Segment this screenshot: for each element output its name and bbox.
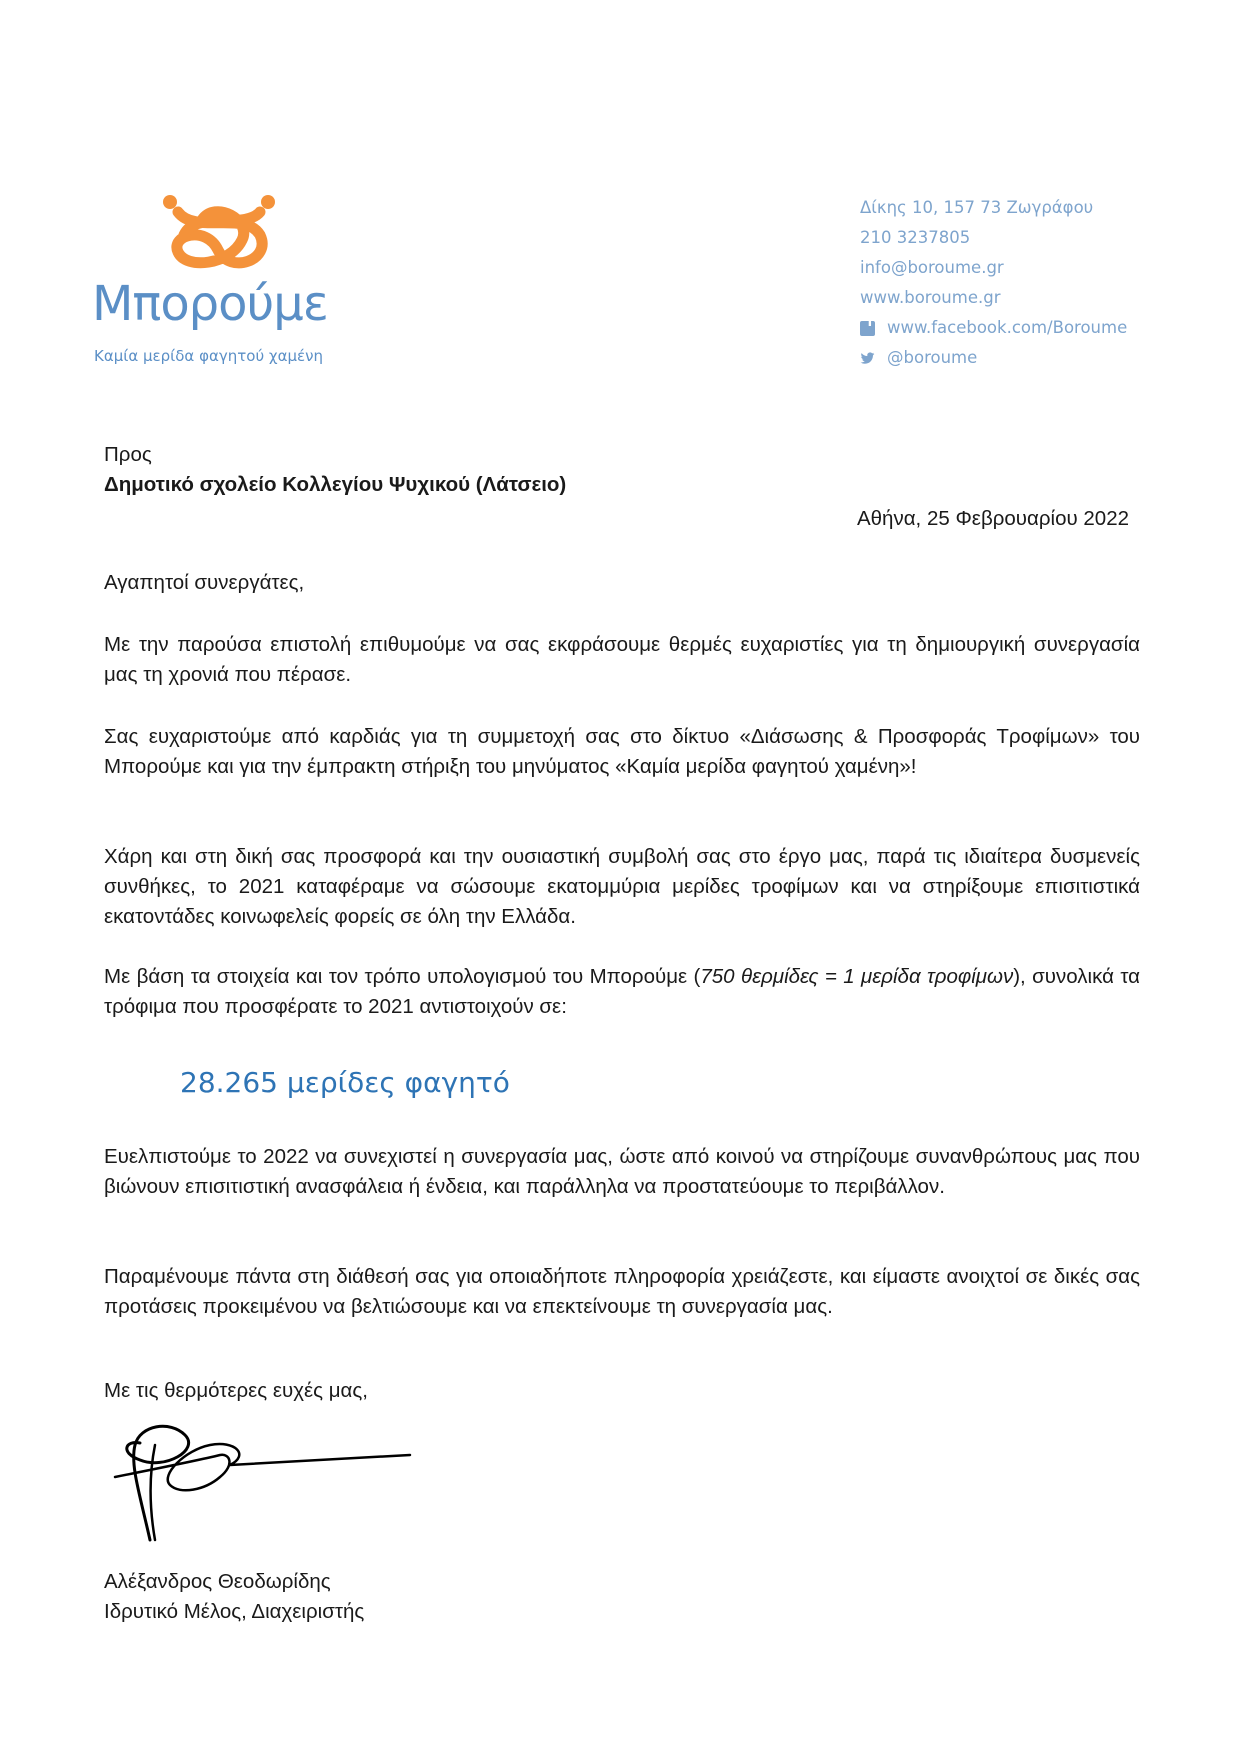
paragraph-4-text-end: ), συνολικά τα τρόφιμα που προσφέρατε το 2021 αντιστοιχούν σε:	[104, 965, 1140, 1018]
paragraph-1: Με την παρούσα επιστολή επιθυμούμε να σας εκφράσουμε θερμές ευχαριστίες για τη δημιουργική συνεργασία μας τη χρονιά που πέρασε.	[104, 633, 1140, 686]
paragraph-4	[104, 962, 1140, 1022]
facebook-icon	[860, 321, 875, 336]
closing: Με τις θερμότερες ευχές μας,	[104, 1379, 368, 1402]
contact-email[interactable]: info@boroume.gr	[860, 258, 1004, 277]
contact-facebook[interactable]	[860, 313, 1127, 343]
contact-block	[860, 193, 1127, 373]
paragraph-4-text-start: Με βάση τα στοιχεία και τον τρόπο υπολογισμού του Μπορούμε (	[104, 965, 701, 988]
paragraph-6: Παραμένουμε πάντα στη διάθεσή σας για οποιαδήποτε πληροφορία χρειάζεστε, και είμαστε ανοιχτοί σε δικές σας προτάσεις προκειμένου να βελτιώσουμε και να επεκτείνουμε τη συνεργασία μας.	[104, 1265, 1140, 1318]
signer-title: Ιδρυτικό Μέλος, Διαχειριστής	[104, 1600, 365, 1623]
contact-twitter[interactable]	[860, 343, 1127, 373]
to-label: Προς	[104, 443, 152, 466]
greeting: Αγαπητοί συνεργάτες,	[104, 571, 305, 594]
paragraph-3: Χάρη και στη δική σας προσφορά και την ουσιαστική συμβολή σας στο έργο μας, παρά τις ιδιαίτερα δυσμενείς συνθήκες, το 2021 καταφέραμε να σώσουμε εκατομμύρια μερίδες τροφίμων και να στηρίξουμε επισιτιστικά εκατοντάδες κοινωφελείς φορείς σε όλη την Ελλάδα.	[104, 845, 1140, 928]
logo-mark-icon	[160, 190, 280, 280]
logo-brand-name: Μπορούμε	[92, 276, 328, 332]
contact-twitter-label: @boroume	[887, 348, 978, 367]
paragraph-4-formula: 750 θερμίδες = 1 μερίδα τροφίμων	[700, 965, 1014, 988]
recipient: Δημοτικό σχολείο Κολλεγίου Ψυχικού (Λάτσειο)	[104, 473, 567, 496]
contact-website[interactable]: www.boroume.gr	[860, 288, 1001, 307]
contact-facebook-label: www.facebook.com/Boroume	[887, 318, 1128, 337]
signature	[110, 1415, 430, 1545]
signer-name: Αλέξανδρος Θεοδωρίδης	[104, 1570, 331, 1593]
logo-tagline: Καμία μερίδα φαγητού χαμένη	[94, 347, 323, 365]
letter-date: Αθήνα, 25 Φεβρουαρίου 2022	[856, 507, 1129, 530]
paragraph-5: Ευελπιστούμε το 2022 να συνεχιστεί η συνεργασία μας, ώστε από κοινού να στηρίζουμε συνανθρώπους μας που βιώνουν επισιτιστική ανασφάλεια ή ένδεια, και παράλληλα να προστατεύουμε το περιβάλλον.	[104, 1145, 1140, 1198]
logo	[90, 190, 350, 380]
twitter-icon	[860, 351, 875, 366]
contact-phone: 210 3237805	[860, 228, 971, 247]
paragraph-2: Σας ευχαριστούμε από καρδιάς για τη συμμετοχή σας στο δίκτυο «Διάσωσης & Προσφοράς Τροφίμων» του Μπορούμε και για την έμπρακτη στήριξη του μηνύματος «Καμία μερίδα φαγητού χαμένη»!	[104, 725, 1140, 778]
portions-highlight: 28.265 μερίδες φαγητό	[180, 1066, 510, 1099]
contact-address: Δίκης 10, 157 73 Ζωγράφου	[860, 198, 1094, 217]
